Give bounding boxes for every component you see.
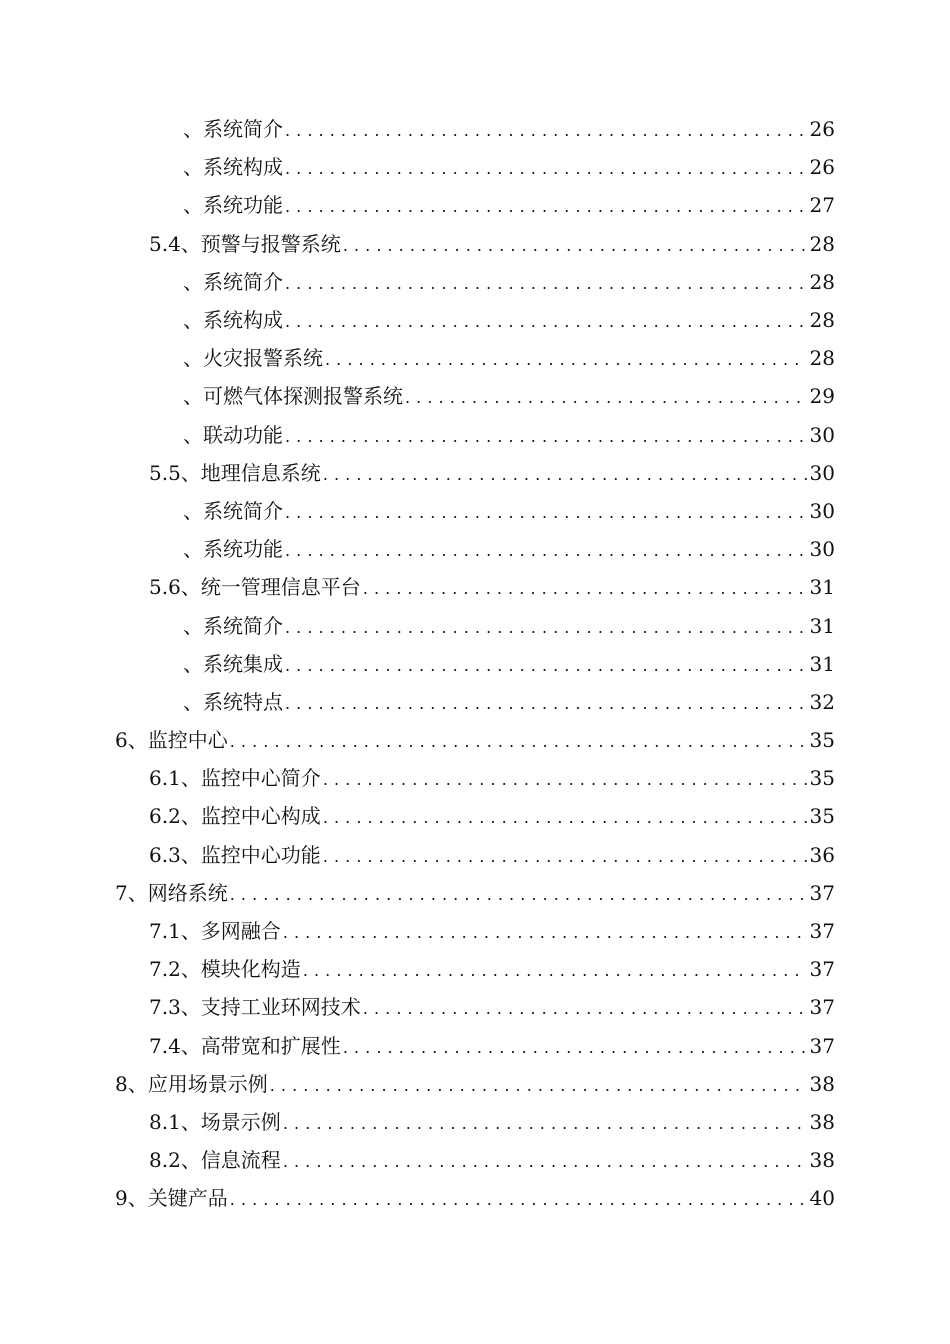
toc-entry-title: 、系统功能 bbox=[183, 193, 283, 218]
toc-dot-leader bbox=[285, 263, 807, 301]
toc-entry[interactable] bbox=[0, 950, 950, 988]
toc-entry[interactable] bbox=[0, 797, 950, 835]
toc-entry-page-number: 37 bbox=[809, 919, 835, 944]
toc-entry-page-number: 38 bbox=[809, 1071, 835, 1096]
toc-entry-page-number: 36 bbox=[809, 842, 835, 867]
toc-entry-title: 、网络系统 bbox=[127, 880, 228, 905]
toc-entry[interactable] bbox=[0, 683, 950, 721]
toc-entry[interactable] bbox=[0, 606, 950, 644]
toc-entry[interactable] bbox=[0, 912, 950, 950]
toc-entry-page-number: 40 bbox=[809, 1186, 835, 1211]
toc-dot-leader bbox=[285, 607, 807, 645]
toc-entry[interactable] bbox=[0, 721, 950, 759]
toc-entry-page-number: 32 bbox=[809, 689, 835, 714]
toc-entry-page-number: 37 bbox=[809, 1033, 835, 1058]
toc-dot-leader bbox=[343, 225, 807, 263]
toc-entry-title: 、预警与报警系统 bbox=[180, 231, 341, 256]
toc-dot-leader bbox=[285, 110, 807, 148]
toc-dot-leader bbox=[323, 759, 807, 797]
toc-entry[interactable] bbox=[0, 454, 950, 492]
toc-entry-title: 、监控中心简介 bbox=[180, 766, 321, 791]
toc-entry[interactable] bbox=[0, 148, 950, 186]
toc-entry-page-number: 38 bbox=[809, 1148, 835, 1173]
toc-entry-page-number: 26 bbox=[809, 117, 835, 142]
toc-dot-leader bbox=[285, 148, 807, 186]
toc-entry-page-number: 35 bbox=[809, 728, 835, 753]
toc-entry[interactable] bbox=[0, 645, 950, 683]
toc-entry-title: 、系统简介 bbox=[183, 269, 283, 294]
toc-entry-page-number: 27 bbox=[809, 193, 835, 218]
toc-entry-page-number: 28 bbox=[809, 269, 835, 294]
toc-entry-title: 、联动功能 bbox=[183, 422, 283, 447]
toc-entry-number: 8.1 bbox=[149, 1109, 181, 1134]
toc-entry-number: 5.5 bbox=[149, 460, 181, 485]
toc-dot-leader bbox=[323, 836, 807, 874]
toc-entry-title: 、多网融合 bbox=[180, 919, 281, 944]
toc-entry-title: 、系统集成 bbox=[183, 651, 283, 676]
toc-dot-leader bbox=[363, 568, 807, 606]
toc-dot-leader bbox=[303, 950, 807, 988]
toc-entry-page-number: 37 bbox=[809, 880, 835, 905]
toc-entry-title: 、系统构成 bbox=[183, 308, 283, 333]
toc-entry-number: 7.2 bbox=[149, 957, 181, 982]
toc-entry-page-number: 38 bbox=[809, 1109, 835, 1134]
toc-dot-leader bbox=[325, 339, 807, 377]
toc-entry[interactable] bbox=[0, 263, 950, 301]
toc-dot-leader bbox=[285, 416, 807, 454]
toc-dot-leader bbox=[230, 721, 807, 759]
toc-entry[interactable] bbox=[0, 339, 950, 377]
toc-dot-leader bbox=[285, 683, 807, 721]
toc-entry-title: 、可燃气体探测报警系统 bbox=[183, 384, 403, 409]
toc-entry-page-number: 30 bbox=[809, 460, 835, 485]
toc-entry-title: 、高带宽和扩展性 bbox=[180, 1033, 341, 1058]
toc-dot-leader bbox=[283, 912, 807, 950]
toc-entry-page-number: 31 bbox=[809, 613, 835, 638]
toc-entry-page-number: 28 bbox=[809, 346, 835, 371]
toc-dot-leader bbox=[363, 988, 807, 1026]
toc-entry-number: 7.1 bbox=[149, 919, 181, 944]
toc-entry-page-number: 37 bbox=[809, 995, 835, 1020]
toc-entry-number: 7 bbox=[115, 880, 128, 905]
toc-entry-number: 7.4 bbox=[149, 1033, 181, 1058]
toc-entry[interactable] bbox=[0, 377, 950, 415]
toc-entry-page-number: 30 bbox=[809, 422, 835, 447]
toc-entry-page-number: 29 bbox=[809, 384, 835, 409]
toc-entry-title: 、地理信息系统 bbox=[180, 460, 321, 485]
toc-entry-title: 、系统简介 bbox=[183, 613, 283, 638]
toc-entry-title: 、监控中心功能 bbox=[180, 842, 321, 867]
toc-entry-title: 、监控中心构成 bbox=[180, 804, 321, 829]
toc-entry-title: 、系统构成 bbox=[183, 155, 283, 180]
toc-entry-page-number: 35 bbox=[809, 766, 835, 791]
toc-entry-number: 7.3 bbox=[149, 995, 181, 1020]
table-of-contents bbox=[0, 110, 950, 1217]
toc-entry-title: 、应用场景示例 bbox=[127, 1071, 268, 1096]
toc-entry-number: 6.3 bbox=[149, 842, 181, 867]
toc-entry[interactable] bbox=[0, 988, 950, 1026]
toc-entry-page-number: 28 bbox=[809, 231, 835, 256]
toc-entry-title: 、模块化构造 bbox=[180, 957, 301, 982]
toc-entry[interactable] bbox=[0, 225, 950, 263]
toc-entry-title: 、监控中心 bbox=[127, 728, 228, 753]
toc-entry-number: 5.6 bbox=[149, 575, 181, 600]
toc-dot-leader bbox=[285, 645, 807, 683]
toc-entry-page-number: 37 bbox=[809, 957, 835, 982]
toc-entry-title: 、统一管理信息平台 bbox=[180, 575, 361, 600]
toc-entry-page-number: 28 bbox=[809, 308, 835, 333]
toc-entry[interactable] bbox=[0, 836, 950, 874]
toc-entry[interactable] bbox=[0, 1065, 950, 1103]
toc-entry-title: 、火灾报警系统 bbox=[183, 346, 323, 371]
toc-dot-leader bbox=[343, 1027, 807, 1065]
toc-entry-number: 5.4 bbox=[149, 231, 181, 256]
toc-entry[interactable] bbox=[0, 530, 950, 568]
toc-dot-leader bbox=[283, 1103, 807, 1141]
toc-entry[interactable] bbox=[0, 186, 950, 224]
toc-entry-title: 、系统简介 bbox=[183, 498, 283, 523]
toc-entry-page-number: 35 bbox=[809, 804, 835, 829]
toc-dot-leader bbox=[285, 492, 807, 530]
toc-entry[interactable] bbox=[0, 301, 950, 339]
toc-dot-leader bbox=[283, 1141, 807, 1179]
toc-entry-page-number: 30 bbox=[809, 498, 835, 523]
toc-entry[interactable] bbox=[0, 1027, 950, 1065]
toc-entry[interactable] bbox=[0, 1141, 950, 1179]
toc-entry-title: 、系统特点 bbox=[183, 689, 283, 714]
toc-dot-leader bbox=[285, 301, 807, 339]
toc-entry-title: 、系统简介 bbox=[183, 117, 283, 142]
toc-dot-leader bbox=[405, 377, 807, 415]
toc-entry-number: 9 bbox=[115, 1186, 128, 1211]
toc-entry-page-number: 26 bbox=[809, 155, 835, 180]
toc-dot-leader bbox=[323, 797, 807, 835]
toc-dot-leader bbox=[323, 454, 807, 492]
toc-entry-title: 、场景示例 bbox=[180, 1109, 281, 1134]
toc-entry-number: 6.2 bbox=[149, 804, 181, 829]
toc-dot-leader bbox=[230, 1179, 807, 1217]
toc-entry[interactable] bbox=[0, 1179, 950, 1217]
toc-entry-title: 、关键产品 bbox=[127, 1186, 228, 1211]
toc-entry-page-number: 31 bbox=[809, 575, 835, 600]
toc-entry-title: 、信息流程 bbox=[180, 1148, 281, 1173]
toc-entry-title: 、支持工业环网技术 bbox=[180, 995, 361, 1020]
toc-entry-number: 8 bbox=[115, 1071, 128, 1096]
toc-entry[interactable] bbox=[0, 492, 950, 530]
toc-dot-leader bbox=[230, 874, 807, 912]
toc-entry-number: 6 bbox=[115, 728, 128, 753]
toc-dot-leader bbox=[270, 1065, 807, 1103]
toc-entry[interactable] bbox=[0, 416, 950, 454]
toc-dot-leader bbox=[285, 186, 807, 224]
toc-entry[interactable] bbox=[0, 759, 950, 797]
toc-entry-page-number: 31 bbox=[809, 651, 835, 676]
toc-dot-leader bbox=[285, 530, 807, 568]
toc-entry[interactable] bbox=[0, 1103, 950, 1141]
toc-entry-number: 8.2 bbox=[149, 1148, 181, 1173]
toc-entry-title: 、系统功能 bbox=[183, 537, 283, 562]
toc-entry[interactable] bbox=[0, 568, 950, 606]
toc-entry[interactable] bbox=[0, 874, 950, 912]
toc-entry[interactable] bbox=[0, 110, 950, 148]
toc-entry-page-number: 30 bbox=[809, 537, 835, 562]
toc-entry-number: 6.1 bbox=[149, 766, 181, 791]
